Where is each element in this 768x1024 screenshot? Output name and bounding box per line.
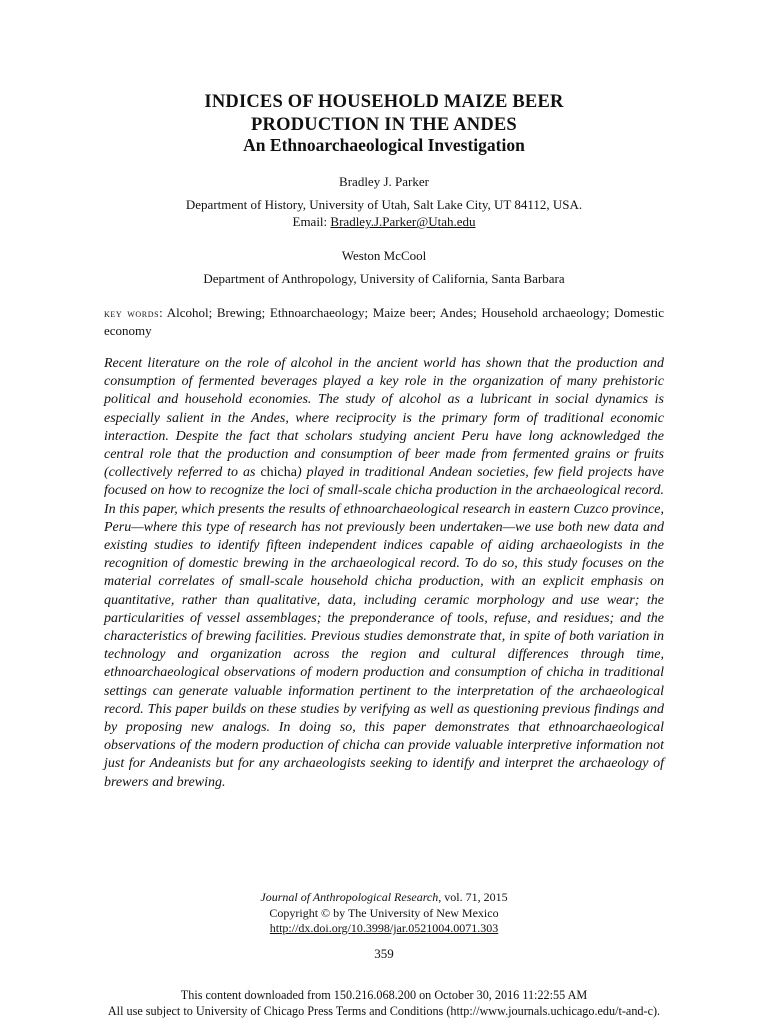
abstract-part-2: ) played in traditional Andean societies, few field projects have focused on how to recognize the loci of small-scale chicha production in the archaeological record. In this paper, which presents the results of ethnoarchaeological research in eastern Cuzco province, Peru—where this type of research has not previously been undertaken—we use both new data and existing studies to identify fifteen independent indices capable of aiding archaeologists in the recognition of domestic brewing in the archaeological record. To do so, this study focuses on the material correlates of small-scale household chicha production, with an explicit emphasis on quantitative, rather than qualitative, data, including ceramic morphology and use wear; the particularities of vessel assemblages; the preponderance of tools, refuse, and residues; and the characteristics of brewing facilities. Previous studies demonstrate that, in spite of both variation in technology and organization across the region and cultural differences through time, ethnoarchaeological observations of modern production and consumption of chicha in traditional settings can generate valuable information pertinent to the interpretation of the archaeological record. This paper builds on these studies by verifying as well as questioning previous findings and by proposing new analogs. In doing so, this paper demonstrates that ethnoarchaeological observations of the modern production of chicha can provide valuable interpretive information not just for Andeanists but for any archaeologists seeking to identify and interpret the archaeology of brewers and brewing. <box>104 465 664 790</box>
email-label: Email: <box>292 214 331 229</box>
journal-volume: , vol. 71, 2015 <box>438 890 508 904</box>
keywords-label: key words <box>104 306 160 320</box>
journal-name: Journal of Anthropological Research <box>260 890 439 904</box>
footer-line-2: All use subject to University of Chicago Press Terms and Conditions (http://www.journals.uchicago.edu/t-and-c). <box>107 1003 661 1018</box>
doi-line <box>0 921 768 937</box>
author-name-1: Bradley J. Parker <box>339 174 429 189</box>
journal-line <box>0 890 768 906</box>
article-title-line-1: INDICES OF HOUSEHOLD MAIZE BEER <box>204 92 564 112</box>
abstract-part-1: Recent literature on the role of alcohol in the ancient world has shown that the production and consumption of fermented beverages played a key role in the organization of many prehistoric political and household economies. The study of alcohol as a lubricant in social dynamics is especially salient in the Andes, where reciprocity is the primary form of traditional economic interaction. Despite the fact that scholars studying ancient Peru have long acknowledged the central role that the production and consumption of beer made from fermented grains or fruits (collectively referred to as <box>104 356 664 481</box>
footer-line-1: This content downloaded from 150.216.068.200 on October 30, 2016 11:22:55 AM <box>180 988 588 1002</box>
doi-link[interactable]: http://dx.doi.org/10.3998/jar.0521004.0071.303 <box>269 921 499 935</box>
article-title-line-2: PRODUCTION IN THE ANDES <box>251 115 517 135</box>
citation-block <box>0 890 768 937</box>
author-affiliation-2: Department of Anthropology, University of California, Santa Barbara <box>203 271 565 286</box>
download-footer <box>0 988 768 1019</box>
page-number: 359 <box>374 946 394 961</box>
keywords-block <box>104 304 664 339</box>
author-email-line <box>0 213 768 230</box>
author-affiliation-1: Department of History, University of Utah, Salt Lake City, UT 84112, USA. <box>185 197 583 212</box>
author-name-2: Weston McCool <box>341 248 427 263</box>
copyright-line: Copyright © by The University of New Mexico <box>269 905 499 920</box>
author-email-link[interactable]: Bradley.J.Parker@Utah.edu <box>330 214 476 229</box>
abstract-chicha-term: chicha <box>260 465 297 481</box>
article-subtitle: An Ethnoarchaeological Investigation <box>243 135 525 155</box>
abstract <box>104 355 664 792</box>
keywords-text: : Alcohol; Brewing; Ethnoarchaeology; Maize beer; Andes; Household archaeology; Domestic economy <box>104 305 664 338</box>
